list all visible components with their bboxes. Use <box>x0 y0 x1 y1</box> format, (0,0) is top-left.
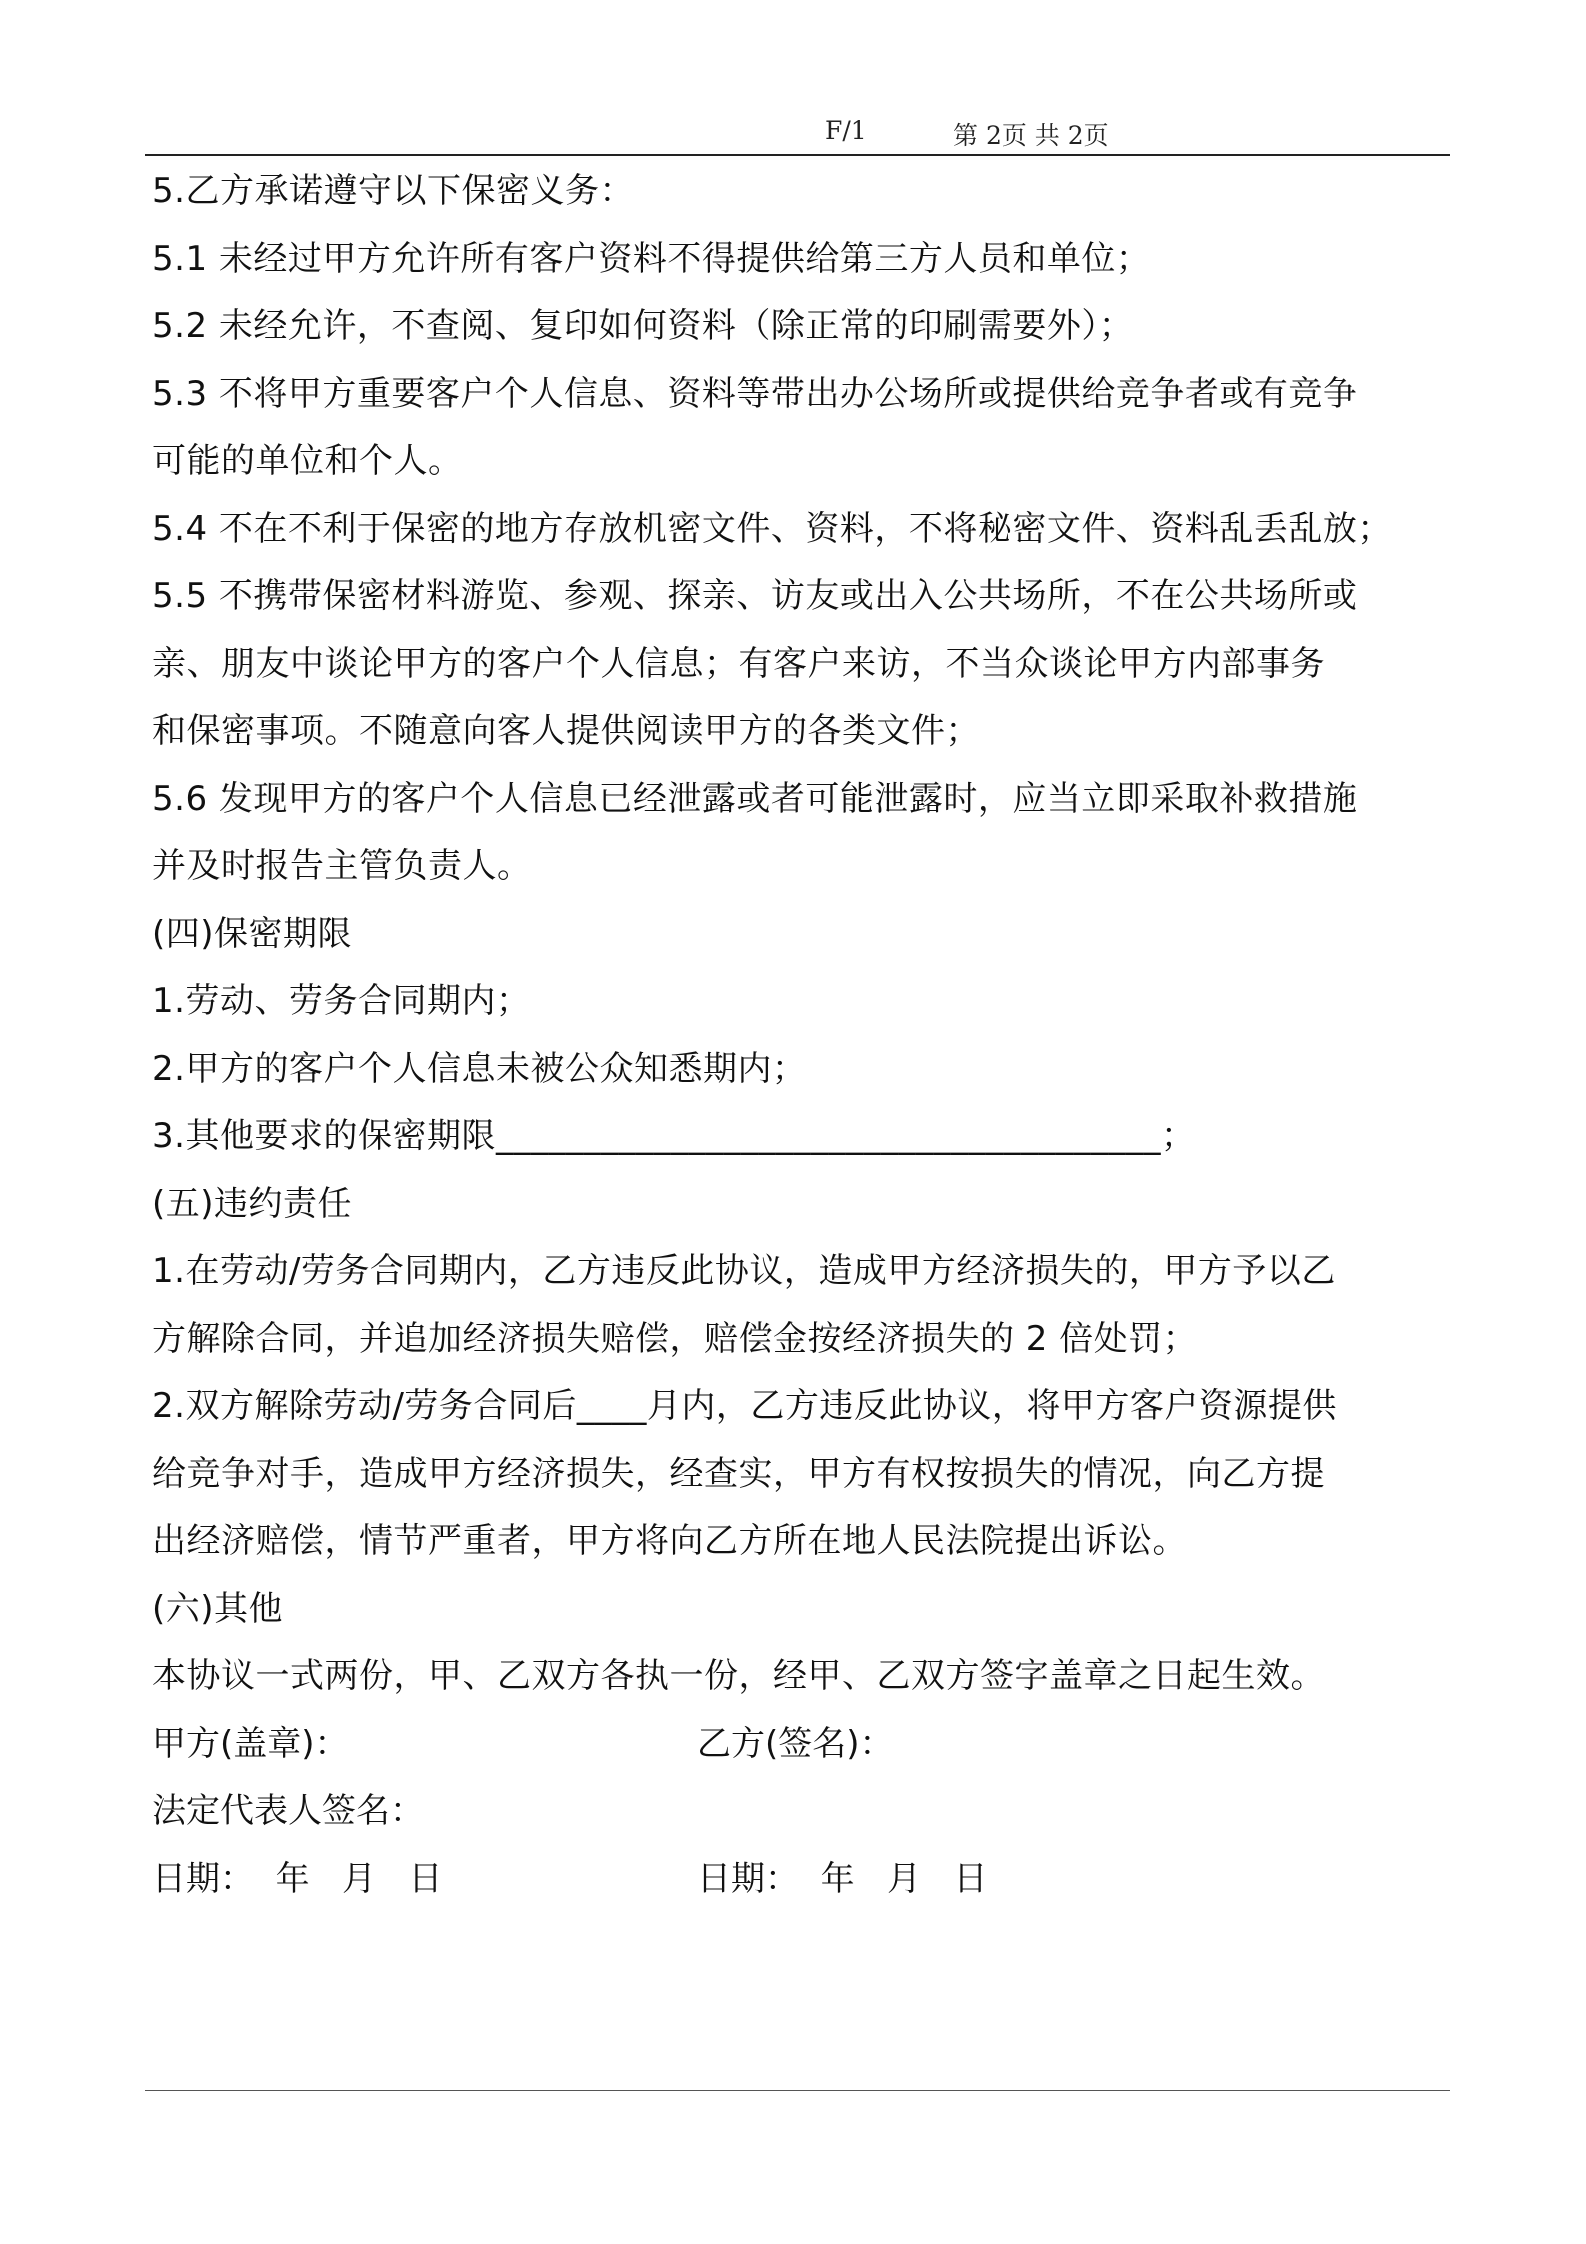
signature-row-dates <box>152 1846 1452 1914</box>
party-b-date-label: 日期： 年 月 日 <box>697 1858 988 1899</box>
form-number: F/1 <box>825 116 867 145</box>
footer-divider <box>145 2090 1450 2091</box>
term-1: 1.劳动、劳务合同期内； <box>152 981 531 1021</box>
term-2: 2.甲方的客户个人信息未被公众知悉期内； <box>152 1048 807 1089</box>
party-a-seal-label: 甲方(盖章)： <box>152 1723 349 1764</box>
clause-5-heading: 5.乙方承诺遵守以下保密义务： <box>152 171 634 211</box>
party-b-sign-label: 乙方(签名)： <box>697 1723 894 1764</box>
clause-5-5-cont-2: 和保密事项。不随意向客人提供阅读甲方的各类文件； <box>152 711 980 751</box>
document-body <box>152 158 1452 1913</box>
legal-rep-sign-label: 法定代表人签名： <box>152 1791 424 1831</box>
liability-2-cont-1: 给竞争对手，造成甲方经济损失，经查实，甲方有权按损失的情况，向乙方提 <box>152 1453 1325 1494</box>
party-a-date-label: 日期： 年 月 日 <box>152 1858 443 1899</box>
term-3: 3.其他要求的保密期限______________________________________； <box>152 1116 1196 1156</box>
clause-5-4: 5.4 不在不利于保密的地方存放机密文件、资料，不将秘密文件、资料乱丢乱放； <box>152 508 1392 549</box>
page-indicator: 第 2页 共 2页 <box>953 121 1109 150</box>
clause-5-6-cont: 并及时报告主管负责人。 <box>152 846 532 886</box>
clause-5-3-cont: 可能的单位和个人。 <box>152 441 463 481</box>
clause-5-3: 5.3 不将甲方重要客户个人信息、资料等带出办公场所或提供给竞争者或有竞争 <box>152 373 1358 414</box>
liability-1-cont: 方解除合同，并追加经济损失赔偿，赔偿金按经济损失的 2 倍处罚； <box>152 1318 1198 1359</box>
clause-5-1: 5.1 未经过甲方允许所有客户资料不得提供给第三方人员和单位； <box>152 238 1151 279</box>
signature-row-legal <box>152 1778 1452 1846</box>
liability-1: 1.在劳动/劳务合同期内，乙方违反此协议，造成甲方经济损失的，甲方予以乙 <box>152 1251 1336 1291</box>
section-5-heading: (五)违约责任 <box>152 1183 353 1224</box>
page-header <box>145 112 1450 156</box>
clause-5-6: 5.6 发现甲方的客户个人信息已经泄露或者可能泄露时，应当立即采取补救措施 <box>152 778 1358 819</box>
liability-2: 2.双方解除劳动/劳务合同后____月内，乙方违反此协议，将甲方客户资源提供 <box>152 1386 1337 1426</box>
clause-5-5: 5.5 不携带保密材料游览、参观、探亲、访友或出入公共场所，不在公共场所或 <box>152 576 1358 616</box>
section-4-heading: (四)保密期限 <box>152 913 353 954</box>
clause-5-5-cont-1: 亲、朋友中谈论甲方的客户个人信息；有客户来访，不当众谈论甲方内部事务 <box>152 643 1325 684</box>
liability-2-cont-2: 出经济赔偿，情节严重者，甲方将向乙方所在地人民法院提出诉讼。 <box>152 1521 1187 1561</box>
other-clause: 本协议一式两份，甲、乙双方各执一份，经甲、乙双方签字盖章之日起生效。 <box>152 1656 1325 1696</box>
clause-5-2: 5.2 未经允许，不查阅、复印如何资料（除正常的印刷需要外）； <box>152 306 1134 346</box>
section-6-heading: (六)其他 <box>152 1588 284 1629</box>
signature-row-parties <box>152 1711 1452 1779</box>
